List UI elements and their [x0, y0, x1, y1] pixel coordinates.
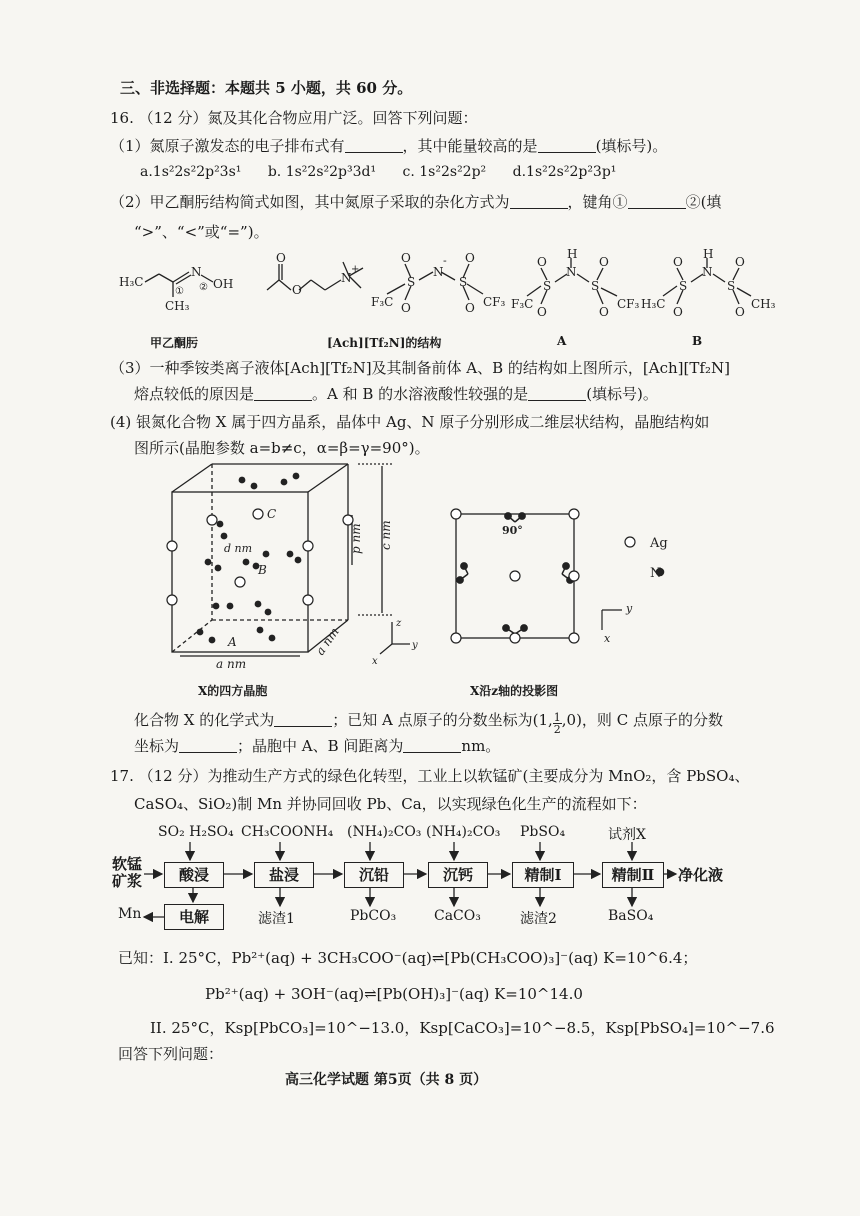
- label-o: O: [401, 301, 411, 315]
- label-o: O: [735, 255, 745, 269]
- label-B: B: [258, 563, 267, 577]
- product-3: PbCO₃: [350, 908, 397, 924]
- label-s: S: [459, 275, 468, 289]
- axis-x: x: [604, 632, 611, 645]
- answer-blank[interactable]: [628, 194, 686, 209]
- label-oh: OH: [213, 277, 234, 291]
- option-c: c. 1s²2s²2p²: [402, 164, 487, 180]
- answer-blank[interactable]: [528, 386, 586, 401]
- label-n: N: [191, 265, 202, 279]
- q16-part2: [110, 192, 721, 212]
- q16-part1: [110, 136, 667, 156]
- q16-p4-line2: 图所示(晶胞参数 a=b≠c，α=β=γ=90°)。: [134, 439, 430, 457]
- q16-p5-text-d: 坐标为: [134, 737, 180, 755]
- q16-p1-text-b: ，其中能量较高的是: [402, 137, 538, 155]
- label-f3c: F₃C: [511, 297, 534, 311]
- caption-projection: X沿z轴的投影图: [470, 684, 559, 698]
- q16-p2-text-c: ②(填: [685, 193, 722, 211]
- q16-p3-text-d: (填标号)。: [586, 385, 658, 403]
- axis-y: y: [626, 602, 633, 615]
- q16-p5-text-b: ；已知 A 点原子的分数坐标为(1,: [332, 711, 553, 729]
- label-o: O: [673, 255, 683, 269]
- label-ch3: CH₃: [165, 299, 190, 313]
- label-a-nm-bottom: a nm: [216, 657, 247, 671]
- product-6: BaSO₄: [608, 908, 654, 924]
- q16-p4-line1: (4) 银氮化合物 X 属于四方晶系，晶体中 Ag、N 原子分别形成二维层状结构，晶胞结构如: [110, 413, 710, 431]
- caption-molB: B: [692, 334, 703, 348]
- label-h: H: [567, 247, 578, 261]
- option-b: b. 1s²2s²2p³3d¹: [267, 164, 377, 180]
- q16-part5: [134, 710, 723, 735]
- q16-p5-text-c: ,0)，则 C 点原子的分数: [561, 711, 723, 729]
- page-footer: 高三化学试题 第5页（共 8 页）: [285, 1072, 488, 1088]
- label-angle-2: ②: [199, 282, 208, 293]
- q16-p3-text-b: 熔点较低的原因是: [134, 385, 255, 403]
- fraction-numerator: 1: [553, 711, 561, 724]
- reagent-3: (NH₄)₂CO₃: [347, 824, 422, 840]
- product-2: 滤渣1: [258, 911, 295, 927]
- known-1b: Pb²⁺(aq) + 3OH⁻(aq)⇌[Pb(OH)₃]⁻(aq) K=10^14.0: [205, 985, 583, 1003]
- flow-arrows: [100, 836, 700, 936]
- q17-stem-line1: 17. （12 分）为推动生产方式的绿色化转型，工业上以软锰矿(主要成分为 MnO₂，含 PbSO₄、: [110, 767, 750, 785]
- step-refine-2: 精制Ⅱ: [602, 862, 664, 888]
- answer-blank[interactable]: [345, 138, 403, 153]
- label-o: O: [292, 283, 302, 297]
- label-o: O: [537, 305, 547, 319]
- caption-mol1: 甲乙酮肟: [150, 336, 199, 350]
- reagent-6: 试剂X: [608, 827, 646, 843]
- section-title: 三、非选择题：本题共 5 小题，共 60 分。: [120, 79, 413, 97]
- answer-blank[interactable]: [254, 386, 312, 401]
- q16-p1-options: [140, 162, 616, 182]
- step-precip-calcium: 沉钙: [428, 862, 488, 888]
- final-product: 净化液: [678, 866, 724, 884]
- reagent-5: PbSO₄: [520, 824, 566, 840]
- label-ch3: CH₃: [751, 297, 776, 311]
- label-angle: 90°: [502, 524, 523, 537]
- step-acid-leach: 酸浸: [164, 862, 224, 888]
- q16-p2-text-b: ，键角①: [567, 193, 628, 211]
- label-o: O: [401, 251, 411, 265]
- step-electrolysis: 电解: [164, 904, 224, 930]
- feed-line2: 矿浆: [112, 872, 143, 890]
- q16-stem: 16. （12 分）氮及其化合物应用广泛。回答下列问题：: [110, 109, 478, 127]
- label-p-nm: p nm: [349, 523, 363, 554]
- q16-p3-text-c: 。A 和 B 的水溶液酸性较强的是: [312, 385, 529, 403]
- label-a-nm-side: a nm: [312, 625, 342, 658]
- answer-blank[interactable]: [403, 738, 461, 753]
- fraction-denominator: 2: [553, 723, 561, 736]
- label-cf3: CF₃: [483, 295, 506, 309]
- caption-molA: A: [557, 334, 567, 348]
- q16-p5-text-a: 化合物 X 的化学式为: [134, 711, 275, 729]
- label-angle-1: ①: [175, 286, 184, 297]
- reagent-1: SO₂ H₂SO₄: [158, 824, 234, 840]
- axis-x: x: [372, 656, 378, 667]
- label-o: O: [673, 305, 683, 319]
- q16-p2-line2: “>”、“<”或“=”)。: [134, 223, 269, 241]
- product-4: CaCO₃: [434, 908, 481, 924]
- product-5: 滤渣2: [520, 911, 557, 927]
- q16-p3-line1: （3）一种季铵类离子液体[Ach][Tf₂N]及其制备前体 A、B 的结构如上图所示，[Ach][Tf₂N]: [110, 359, 730, 377]
- label-s: S: [679, 279, 688, 293]
- reagent-2: CH₃COONH₄: [241, 824, 334, 840]
- molecule-structures: [115, 247, 776, 340]
- reagent-4: (NH₄)₂CO₃: [426, 824, 501, 840]
- legend-ag: Ag: [650, 536, 668, 551]
- option-a: a.1s²2s²2p²3s¹: [140, 164, 242, 180]
- step-precip-lead: 沉铅: [344, 862, 404, 888]
- fraction: [553, 712, 562, 735]
- q16-p5-text-e: ；晶胞中 A、B 间距离为: [237, 737, 404, 755]
- label-h3c: H₃C: [119, 275, 144, 289]
- label-d-nm: d nm: [224, 542, 253, 555]
- q16-part5-line2: [134, 736, 500, 756]
- label-s: S: [543, 279, 552, 293]
- known-2: II. 25°C，Ksp[PbCO₃]=10^−13.0，Ksp[CaCO₃]=10^−8.5，Ksp[PbSO₄]=10^−7.6: [150, 1019, 775, 1037]
- label-minus: -: [443, 254, 447, 267]
- axis-z: z: [396, 618, 402, 629]
- label-o: O: [735, 305, 745, 319]
- label-c-nm: c nm: [379, 520, 393, 550]
- option-d: d.1s²2s²2p²3p¹: [512, 164, 617, 180]
- answer-blank[interactable]: [179, 738, 237, 753]
- label-plus: +: [351, 264, 360, 275]
- q16-part3: [134, 384, 658, 404]
- label-o: O: [599, 255, 609, 269]
- label-s: S: [727, 279, 736, 293]
- answer-blank[interactable]: [274, 712, 332, 727]
- feed-line1: 软锰: [112, 855, 143, 873]
- label-cf3: CF₃: [617, 297, 640, 311]
- label-o: O: [465, 251, 475, 265]
- q17-stem-line2: CaSO₄、SiO₂)制 Mn 并协同回收 Pb、Ca，以实现绿色化生产的流程如下：: [134, 795, 647, 813]
- q16-p1-text-a: （1）氮原子激发态的电子排布式有: [110, 137, 345, 155]
- label-s: S: [591, 279, 600, 293]
- caption-cell: X的四方晶胞: [198, 684, 268, 698]
- step-salt-leach: 盐浸: [254, 862, 314, 888]
- label-n: N: [433, 265, 444, 279]
- label-f3c: F₃C: [371, 295, 394, 309]
- step-refine-1: 精制Ⅰ: [512, 862, 574, 888]
- answer-prompt: 回答下列问题：: [118, 1045, 224, 1063]
- caption-mol2: [Ach][Tf₂N]的结构: [327, 336, 442, 350]
- label-h3c: H₃C: [641, 297, 666, 311]
- label-n: N: [341, 271, 352, 285]
- q16-p5-text-f: nm。: [461, 737, 501, 755]
- known-1a: 已知：I. 25°C，Pb²⁺(aq) + 3CH₃COO⁻(aq)⇌[Pb(CH₃COO)₃]⁻(aq) K=10^6.4；: [118, 949, 698, 967]
- answer-blank[interactable]: [538, 138, 596, 153]
- q16-p2-text-a: （2）甲乙酮肟结构简式如图，其中氮原子采取的杂化方式为: [110, 193, 510, 211]
- label-o: O: [537, 255, 547, 269]
- label-s: S: [407, 275, 416, 289]
- label-o: O: [276, 251, 286, 265]
- mn-output: Mn: [118, 906, 142, 922]
- label-o: O: [465, 301, 475, 315]
- q16-p1-text-c: (填标号)。: [595, 137, 668, 155]
- answer-blank[interactable]: [510, 194, 568, 209]
- label-n: N: [566, 265, 577, 279]
- label-A: A: [228, 635, 237, 649]
- axis-y: y: [412, 640, 418, 651]
- projection-figure: [440, 500, 700, 650]
- tetragonal-cell-figure: [160, 460, 440, 670]
- label-o: O: [599, 305, 609, 319]
- label-n: N: [702, 265, 713, 279]
- label-C: C: [267, 507, 277, 521]
- label-h: H: [703, 247, 714, 261]
- legend-n: N: [650, 566, 662, 581]
